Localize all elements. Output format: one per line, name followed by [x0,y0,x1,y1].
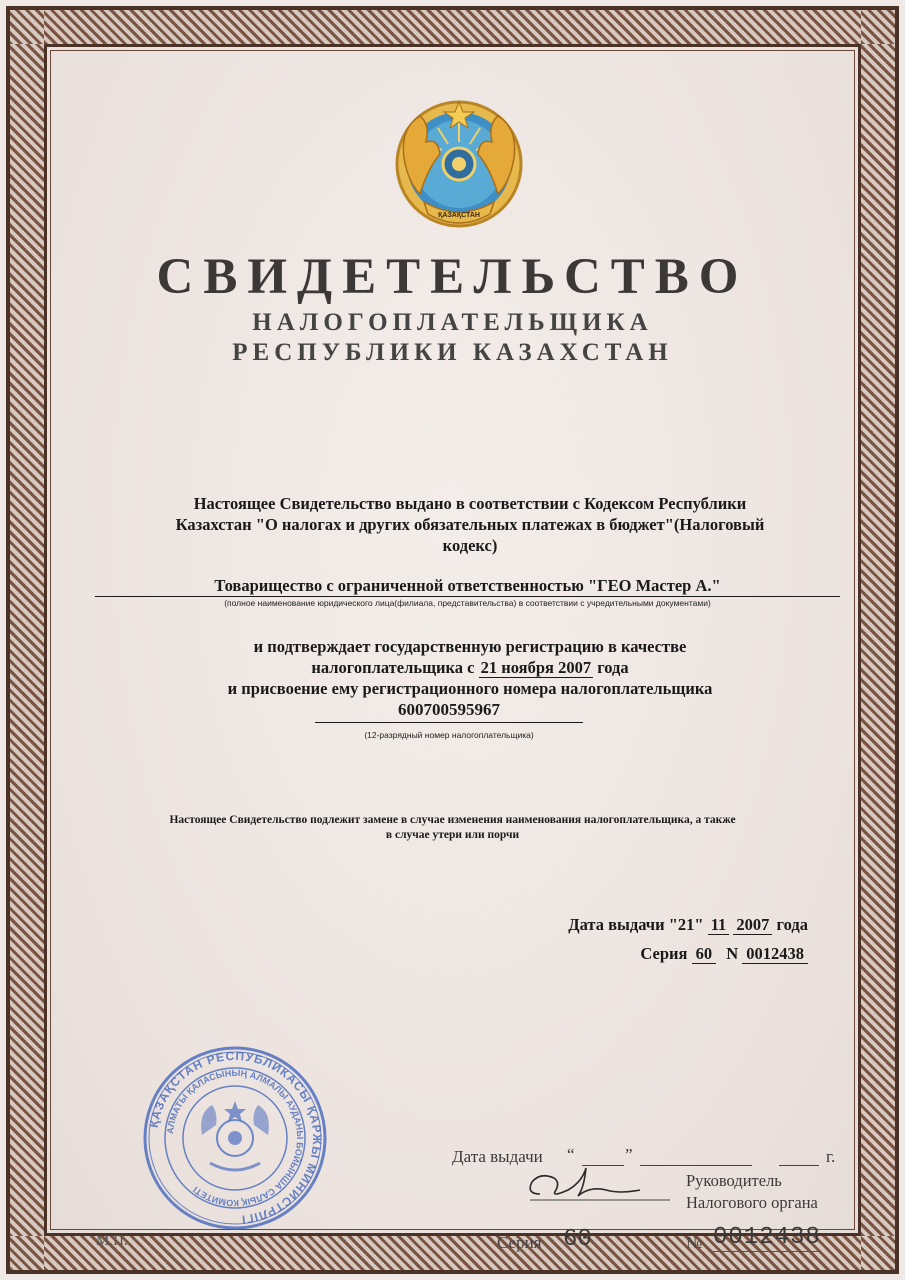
taxpayer-number: 600700595967 [315,700,583,723]
taxpayer-number-caption: (12-разрядный номер налогоплательщика) [364,730,534,740]
footer-date-label: Дата выдачи [452,1147,543,1166]
footer-number-value: 0012438 [713,1224,821,1251]
entity-name-caption: (полное наименование юридического лица(филиала, представительства) в соответствии с учредительными документами) [224,598,711,608]
footer-year-suffix: г. [826,1147,836,1166]
issue-date-label: Дата выдачи [568,915,665,934]
issue-date-day: "21" [668,915,704,934]
stamp-outer-text: ҚАЗАҚСТАН РЕСПУБЛИКАСЫ ҚАРЖЫ МИНИСТРЛІГІ [146,1048,325,1227]
signature [520,1160,680,1208]
certificate-title: СВИДЕТЕЛЬСТВО [156,249,749,305]
certificate-subtitle-line1: НАЛОГОПЛАТЕЛЬЩИКА [252,309,653,336]
registration-line1: и подтверждает государственную регистрацию в качестве [253,637,687,656]
intro-line2: Казахстан "О налогах и других обязательных платежах в бюджет"(Налоговый [175,515,765,534]
replacement-notice-line2: в случае утери или порчи [385,829,520,841]
kazakhstan-emblem-icon [390,98,528,233]
mp-label: М.П. [96,1233,128,1249]
intro-line3: кодекс) [442,536,498,555]
issue-number-label: N [726,944,739,963]
footer-quote-close: ” [625,1145,633,1164]
registration-line3: и присвоение ему регистрационного номера налогоплательщика [227,679,713,698]
entity-name: Товарищество с ограниченной ответственностью "ГЕО Мастер А." [214,576,721,595]
tax-committee-stamp [140,1043,330,1233]
intro-line1: Настоящее Свидетельство выдано в соответствии с Кодексом Республики [193,494,747,513]
registration-line2-suffix: года [597,658,629,677]
issue-date-year: 2007 [733,915,772,935]
footer-series-value: 60 [563,1226,592,1253]
issue-date-year-suffix: года [776,915,808,934]
footer-year-blank [779,1165,819,1166]
registration-date: 21 ноября 2007 [480,658,592,677]
footer-quote-open: “ [567,1145,575,1164]
issue-date-row [470,914,808,935]
registration-line2 [80,657,860,678]
replacement-notice-line1: Настоящее Свидетельство подлежит замене в случае изменения наименования налогоплательщика, а также [169,814,736,826]
issue-series-row [470,943,808,964]
entity-name-underline [95,596,840,597]
registration-line2-prefix: налогоплательщика с [311,658,475,677]
issue-number-value: 0012438 [742,944,808,964]
issue-series-label: Серия [640,944,688,963]
footer-number-label: № [686,1233,703,1252]
certificate-subtitle-line2: РЕСПУБЛИКИ КАЗАХСТАН [232,339,673,366]
issue-series-value: 60 [692,944,717,964]
footer-series-label: Серия [497,1233,542,1252]
emblem-caption: ҚАЗАҚСТАН [438,212,480,219]
footer-head-line1: Руководитель [686,1171,782,1190]
registration-paragraph [80,636,860,699]
stamp-inner-text: АЛМАТЫ ҚАЛАСЫНЫҢ АЛМАЛЫ АУДАНЫ БОЙЫНША САЛЫҚ КОМИТЕТІ [165,1067,306,1209]
footer-head-line2: Налогового органа [686,1193,818,1212]
intro-paragraph [80,493,860,556]
replacement-notice [80,813,825,843]
issue-date-month: 11 [708,915,730,935]
